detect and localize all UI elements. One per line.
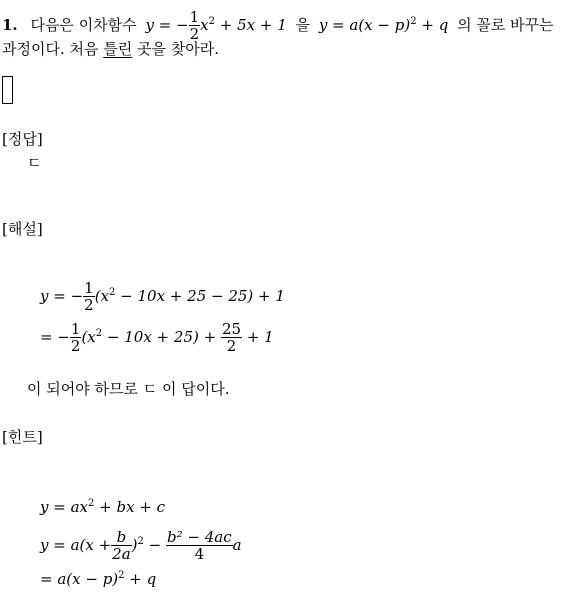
explanation-conclusion: 이 되어야 하므로 ㄷ 이 답이다. — [27, 380, 230, 398]
equation-1: y = − $\frac{1}{2}$ $x^2 + 5x + 1$ — [145, 8, 287, 43]
hint-equation-1: $y = ax^2$ + bx + c — [40, 498, 166, 516]
problem-line2-a: 과정이다. 처음 — [2, 40, 99, 58]
explanation-equation-2: = − $\frac{1}{2}$ $(x^2 - 10x + 25)$ + $\frac{25}{2}$ + 1 — [40, 320, 274, 355]
answer-label: [정답] — [2, 130, 43, 148]
problem-text-mid: 을 — [295, 16, 311, 34]
problem-text-before: 다음은 이차함수 — [30, 16, 137, 34]
problem-number: 1. — [2, 16, 18, 34]
hint-equation-3: = $a(x - p)^2 + q$ — [40, 570, 157, 588]
equation-2: $y = a(x - p)^2 + q$ — [318, 16, 449, 34]
problem-line-2 — [2, 38, 219, 59]
answer-value: ㄷ — [27, 154, 42, 172]
problem-line2-b: 곳을 찾아라. — [137, 40, 220, 58]
explanation-equation-1: y = − $\frac{1}{2}$ $(x^2 - 10x + 25 - 25) + 1$ — [40, 279, 285, 314]
hint-equation-2: y = a(x + $\frac{b}{2a}$ )$^2$ − $\frac{\text{b² − 4ac}}{4}$ a — [40, 528, 242, 563]
problem-text-after: 의 꼴로 바꾸는 — [457, 16, 554, 34]
answer-blank-box[interactable] — [2, 76, 13, 104]
hint-label: [힌트] — [2, 428, 43, 446]
underlined-word: 틀린 — [103, 40, 133, 58]
fraction-half: $\frac{1}{2}$ — [189, 8, 200, 43]
explanation-label: [해설] — [2, 220, 43, 238]
